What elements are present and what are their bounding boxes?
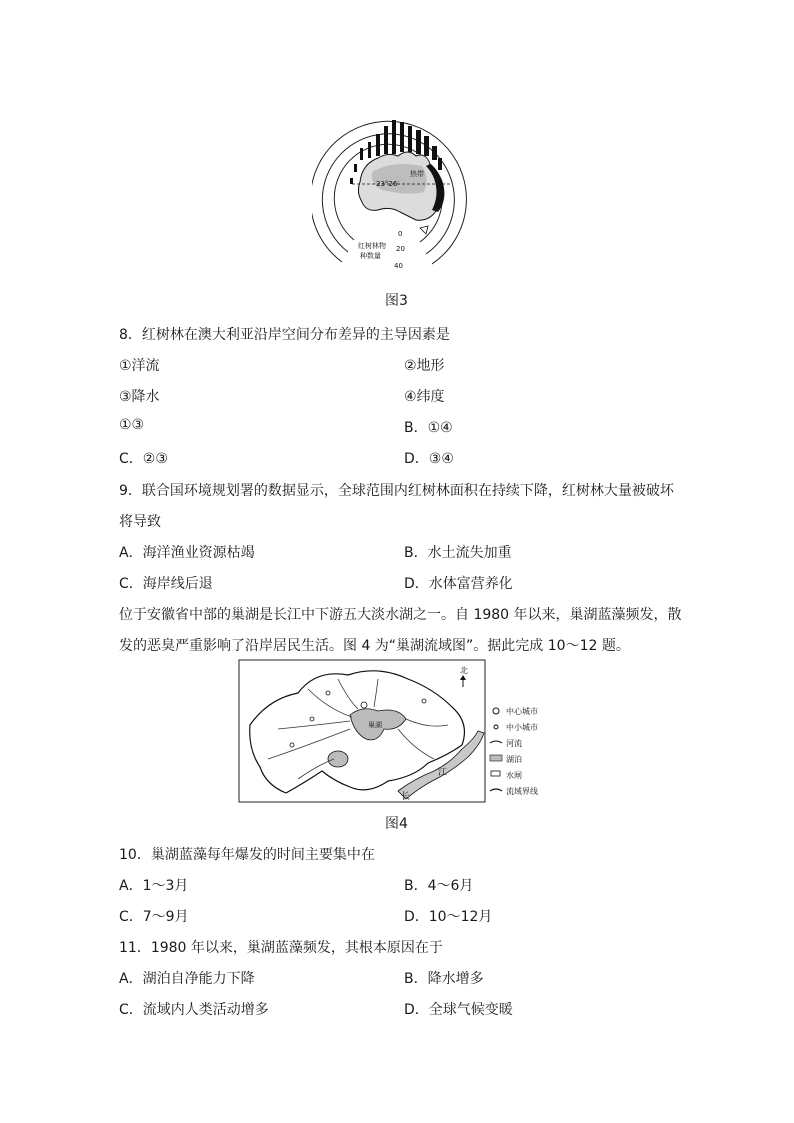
zone-label: 热带: [410, 170, 424, 178]
q8-option-d: D．③④: [404, 451, 454, 467]
passage-line-2: 发的恶臭严重影响了沿岸居民生活。图 4 为“巢湖流域图”。据此完成 10～12 题。: [119, 638, 630, 654]
legend-lake: 湖泊: [506, 755, 522, 764]
q11-option-d: D．全球气候变暖: [404, 1002, 513, 1018]
legend-river: 河流: [506, 739, 522, 748]
q11-option-a: A．湖泊自净能力下降: [119, 971, 255, 987]
q9-option-a: A．海洋渔业资源枯竭: [119, 545, 255, 561]
q10-stem: 10．巢湖蓝藻每年爆发的时间主要集中在: [119, 847, 375, 863]
lake-label: 巢湖: [368, 721, 382, 729]
figure-4-caption: 图4: [385, 816, 408, 832]
figure-3-caption: 图3: [385, 293, 408, 309]
figure-4-chaohu-basin-map: [238, 659, 558, 805]
q8-opt1: ①洋流: [119, 358, 160, 374]
q8-option-a: ①③: [119, 417, 145, 433]
q10-option-d: D．10～12月: [404, 909, 493, 925]
q8-option-b: B．①④: [404, 420, 453, 436]
passage-line-1: 位于安徽省中部的巢湖是长江中下游五大淡水湖之一。自 1980 年以来，巢湖蓝藻频发，散: [119, 607, 682, 623]
river-label-2: 长: [401, 792, 411, 802]
q9-option-c: C．海岸线后退: [119, 576, 213, 592]
q8-opt2: ②地形: [404, 358, 445, 374]
q10-option-b: B．4～6月: [404, 878, 474, 894]
figure-3-australia-mangrove-map: [312, 112, 482, 272]
tropic-label: 23°26′: [376, 180, 399, 188]
q10-option-c: C．7～9月: [119, 909, 189, 925]
q8-stem: 8．红树林在澳大利亚沿岸空间分布差异的主导因素是: [119, 327, 450, 343]
q11-option-b: B．降水增多: [404, 971, 484, 987]
q11-stem: 11．1980 年以来，巢湖蓝藻频发，其根本原因在于: [119, 940, 443, 956]
q10-option-a: A．1～3月: [119, 878, 189, 894]
legend-line-1: 红树林物: [358, 242, 386, 250]
river-label-1: 江: [438, 768, 448, 778]
q9-option-b: B．水土流失加重: [404, 545, 512, 561]
q9-option-d: D．水体富营养化: [404, 576, 513, 592]
legend-major-city: 中心城市: [506, 707, 538, 716]
scale-0: 0: [398, 230, 403, 238]
q9-stem-line-1: 9．联合国环境规划署的数据显示，全球范围内红树林面积在持续下降，红树林大量被破坏: [119, 483, 674, 499]
q8-opt4: ④纬度: [404, 389, 445, 405]
q8-opt3: ③降水: [119, 389, 160, 405]
q9-stem-line-2: 将导致: [119, 514, 161, 530]
legend-sluice: 水闸: [506, 771, 522, 780]
legend-minor-city: 中小城市: [506, 723, 538, 732]
legend-basin-boundary: 流域界线: [506, 787, 538, 796]
q8-option-c: C．②③: [119, 451, 168, 467]
scale-20: 20: [396, 245, 405, 253]
q11-option-c: C．流域内人类活动增多: [119, 1002, 269, 1018]
legend-line-2: 种数量: [360, 252, 381, 260]
scale-40: 40: [394, 262, 403, 270]
north-label: 北: [460, 666, 468, 675]
